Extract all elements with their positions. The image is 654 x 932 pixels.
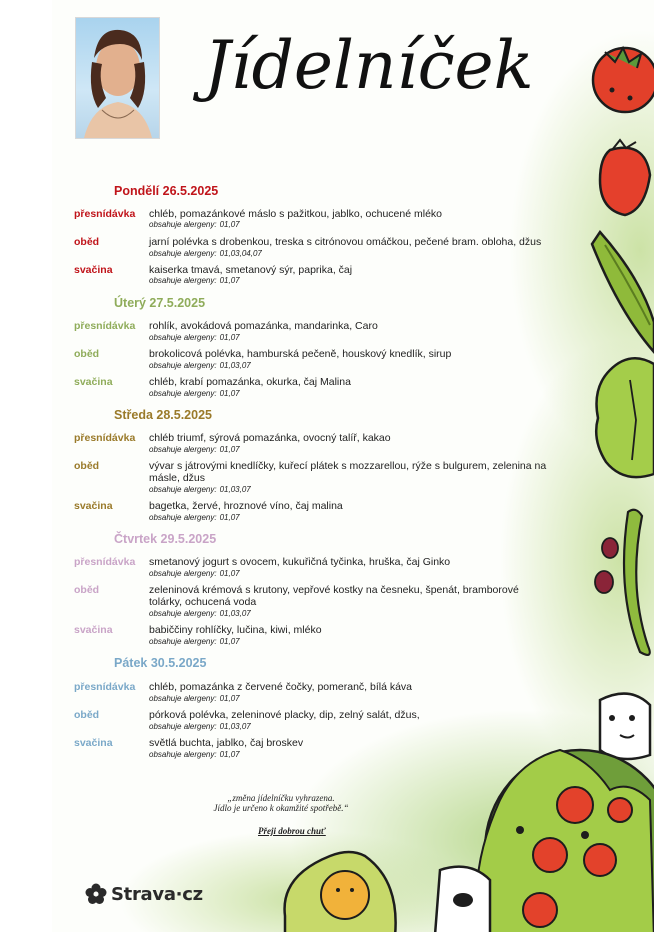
day-heading-friday: Pátek 30.5.2025 — [114, 656, 207, 670]
meal-label-lunch: oběd — [74, 460, 100, 472]
day-heading-wednesday: Středa 28.5.2025 — [114, 408, 212, 422]
flower-icon — [85, 883, 107, 905]
allergen-info: obsahuje alergeny: 01,07 — [149, 637, 240, 646]
allergen-info: obsahuje alergeny: 01,07 — [149, 513, 240, 522]
meal-label-snack-pm: svačina — [74, 737, 113, 749]
meal-label-snack-am: přesnídávka — [74, 208, 136, 220]
meal-text: světlá buchta, jablko, čaj broskev — [149, 737, 304, 749]
allergen-info: obsahuje alergeny: 01,07 — [149, 750, 240, 759]
allergen-info: obsahuje alergeny: 01,03,07 — [149, 361, 251, 370]
enjoy-message: Přeji dobrou chuť — [258, 826, 326, 836]
meal-text: pórková polévka, zeleninové placky, dip, zelný salát, džus, — [149, 709, 420, 721]
allergen-info: obsahuje alergeny: 01,03,04,07 — [149, 249, 262, 258]
meal-label-snack-am: přesnídávka — [74, 556, 136, 568]
meal-text: babiččiny rohlíčky, lučina, kiwi, mléko — [149, 624, 322, 636]
meal-text: zeleninová krémová s krutony, vepřové kostky na česneku, špenát, bramborové tolárky, ochucená voda — [149, 584, 519, 608]
meal-text: rohlík, avokádová pomazánka, mandarinka, Caro — [149, 320, 378, 332]
allergen-info: obsahuje alergeny: 01,03,07 — [149, 485, 251, 494]
svg-text:Jídelníček: Jídelníček — [204, 27, 534, 104]
meal-label-snack-am: přesnídávka — [74, 320, 136, 332]
strava-logo: Strava·cz — [85, 882, 203, 906]
meal-label-lunch: oběd — [74, 709, 100, 721]
allergen-info: obsahuje alergeny: 01,03,07 — [149, 722, 251, 731]
meal-label-snack-pm: svačina — [74, 500, 113, 512]
meal-label-lunch: oběd — [74, 348, 100, 360]
meal-text: vývar s játrovými knedlíčky, kuřecí plátek s mozzarellou, rýže s bulgurem, zelenina na másle, džus — [149, 460, 547, 484]
meal-label-snack-am: přesnídávka — [74, 681, 136, 693]
day-heading-monday: Pondělí 26.5.2025 — [114, 184, 219, 198]
meal-label-snack-pm: svačina — [74, 624, 113, 636]
meal-text: jarní polévka s drobenkou, treska s citrónovou omáčkou, pečené bram. obloha, džus — [149, 236, 542, 248]
meal-text: chléb triumf, sýrová pomazánka, ovocný talíř, kakao — [149, 432, 391, 444]
meal-text: kaiserka tmavá, smetanový sýr, paprika, čaj — [149, 264, 353, 276]
allergen-info: obsahuje alergeny: 01,07 — [149, 333, 240, 342]
meal-label-snack-am: přesnídávka — [74, 432, 136, 444]
allergen-info: obsahuje alergeny: 01,07 — [149, 569, 240, 578]
meal-text: chléb, pomazánkové máslo s pažitkou, jablko, ochucené mléko — [149, 208, 442, 220]
meal-text: smetanový jogurt s ovocem, kukuřičná tyčinka, hruška, čaj Ginko — [149, 556, 451, 568]
meal-label-snack-pm: svačina — [74, 376, 113, 388]
allergen-info: obsahuje alergeny: 01,03,07 — [149, 609, 251, 618]
meal-label-lunch: oběd — [74, 584, 100, 596]
meal-label-lunch: oběd — [74, 236, 100, 248]
meal-text: chléb, pomazánka z červené čočky, pomeranč, bílá káva — [149, 681, 413, 693]
allergen-info: obsahuje alergeny: 01,07 — [149, 445, 240, 454]
allergen-info: obsahuje alergeny: 01,07 — [149, 694, 240, 703]
allergen-info: obsahuje alergeny: 01,07 — [149, 276, 240, 285]
disclaimer-note: „změna jídelníčku vyhrazena. Jídlo je určeno k okamžité spotřebě.“ — [213, 793, 349, 813]
day-heading-thursday: Čtvrtek 29.5.2025 — [114, 532, 217, 546]
meal-text: brokolicová polévka, hamburská pečeně, houskový knedlík, sirup — [149, 348, 452, 360]
allergen-info: obsahuje alergeny: 01,07 — [149, 220, 240, 229]
allergen-info: obsahuje alergeny: 01,07 — [149, 389, 240, 398]
meal-text: chléb, krabí pomazánka, okurka, čaj Malina — [149, 376, 351, 388]
day-heading-tuesday: Úterý 27.5.2025 — [114, 296, 206, 310]
meal-text: bagetka, žervé, hroznové víno, čaj malina — [149, 500, 343, 512]
meal-label-snack-pm: svačina — [74, 264, 113, 276]
